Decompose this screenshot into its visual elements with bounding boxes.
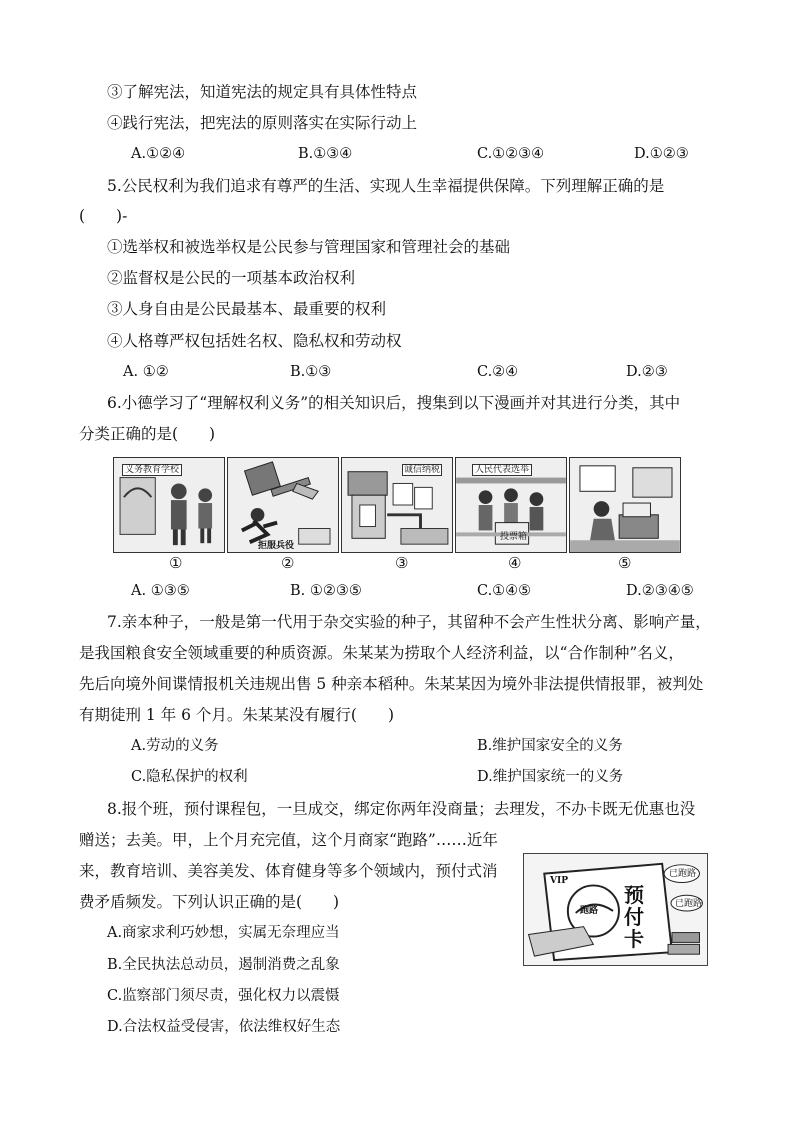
q6-stem-line2: 分类正确的是( ) xyxy=(79,425,216,443)
q6-stem-line1: 6.小德学习了“理解权利义务”的相关知识后，搜集到以下漫画并对其进行分类，其中 xyxy=(107,394,681,412)
comic-label-4: ④ xyxy=(508,554,522,572)
comic-sign-school: 义务教育学校 xyxy=(122,464,182,476)
q5-item-4: ④人格尊严权包括姓名权、隐私权和劳动权 xyxy=(107,332,402,350)
q8-stem-line1: 8.报个班，预付课程包，一旦成交，绑定你两年没商量；去理发，不办卡既无优惠也没 xyxy=(107,800,696,818)
prepaid-card-cartoon xyxy=(523,853,708,966)
q7-stem-line4: 有期徒刑 1 年 6 个月。朱某某没有履行( ) xyxy=(79,706,395,724)
q6-option-c: C.①④⑤ xyxy=(477,583,532,599)
q7-stem-line1: 7.亲本种子，一般是第一代用于杂交实验的种子，其留种不会产生性状分离、影响产量， xyxy=(107,613,711,631)
comic-panel-5 xyxy=(569,457,681,553)
q5-stem-line1: 5.公民权利为我们追求有尊严的生活、实现人生幸福提供保障。下列理解正确的是 xyxy=(107,177,665,195)
q8-option-c: C.监察部门须尽责，强化权力以震慑 xyxy=(107,988,340,1004)
comic-sign-election: 人民代表选举 xyxy=(472,464,532,476)
q5-option-b: B.①③ xyxy=(290,364,332,380)
comic-label-1: ① xyxy=(169,554,183,572)
q8-stem-line4: 费矛盾频发。下列认识正确的是( ) xyxy=(79,893,340,911)
comic-strip xyxy=(113,457,683,553)
comic-ballot-box-label: 投票箱 xyxy=(500,532,528,542)
q6-option-d: D.②③④⑤ xyxy=(626,583,694,599)
q5-item-2: ②监督权是公民的一项基本政治权利 xyxy=(107,269,356,287)
ran-away-bubble-1: 已跑路 xyxy=(669,869,697,879)
q4-item-3: ③了解宪法，知道宪法的规定具有具体性特点 xyxy=(107,83,418,101)
q5-option-d: D.②③ xyxy=(626,364,668,380)
q6-option-a: A. ①③⑤ xyxy=(131,583,190,599)
q8-option-a: A.商家求利巧妙想，实属无奈理应当 xyxy=(107,925,340,941)
comic-label-2: ② xyxy=(281,554,295,572)
q4-option-b: B.①③④ xyxy=(298,146,353,162)
comic-panel-4 xyxy=(455,457,567,553)
q5-option-c: C.②④ xyxy=(477,364,519,380)
q5-item-1: ①选举权和被选举权是公民参与管理国家和管理社会的基础 xyxy=(107,238,511,256)
run-away-bubble: 跑路 xyxy=(580,906,599,916)
q8-option-b: B.全民执法总动员，遏制消费之乱象 xyxy=(107,957,340,973)
q8-stem-line3: 来，教育培训、美容美发、体育健身等多个领域内，预付式消 xyxy=(79,862,498,880)
q4-option-c: C.①②③④ xyxy=(477,146,545,162)
comic-panel-3 xyxy=(341,457,453,553)
comic-label-5: ⑤ xyxy=(618,554,632,572)
q7-option-c: C.隐私保护的权利 xyxy=(131,769,248,785)
vip-tag: VIP xyxy=(550,876,568,886)
comic-panel-1 xyxy=(113,457,225,553)
ran-away-bubble-2: 已跑路 xyxy=(675,899,703,909)
q5-stem-line2: ( )- xyxy=(79,207,128,225)
q4-item-4: ④践行宪法，把宪法的原则落实在实际行动上 xyxy=(107,114,418,132)
q7-option-d: D.维护国家统一的义务 xyxy=(477,769,624,785)
q5-option-a: A. ①② xyxy=(123,364,169,380)
q4-option-d: D.①②③ xyxy=(634,146,689,162)
q7-option-b: B.维护国家安全的义务 xyxy=(477,738,623,754)
q5-item-3: ③人身自由是公民最基本、最重要的权利 xyxy=(107,300,387,318)
q7-option-a: A.劳动的义务 xyxy=(131,738,219,754)
prepaid-card-label: 预付卡 xyxy=(624,883,644,951)
q4-option-a: A.①②④ xyxy=(131,146,186,162)
q7-stem-line2: 是我国粮食安全领域重要的种质资源。朱某某为捞取个人经济利益，以“合作制种”名义， xyxy=(79,644,684,662)
q6-option-b: B. ①②③⑤ xyxy=(290,583,362,599)
comic-caption-refuse-service: 拒服兵役 xyxy=(258,541,295,551)
comic-panel-2 xyxy=(227,457,339,553)
comic-sign-tax: 诚信纳税 xyxy=(404,465,441,475)
q8-stem-line2: 赠送；去美。甲，上个月充完值，这个月商家“跑路”……近年 xyxy=(79,831,498,849)
comic-label-3: ③ xyxy=(395,554,409,572)
q7-stem-line3: 先后向境外间谍情报机关违规出售 5 种亲本稻种。朱某某因为境外非法提供情报罪，被判处 xyxy=(79,675,704,693)
q8-option-d: D.合法权益受侵害，依法维权好生态 xyxy=(107,1019,341,1035)
